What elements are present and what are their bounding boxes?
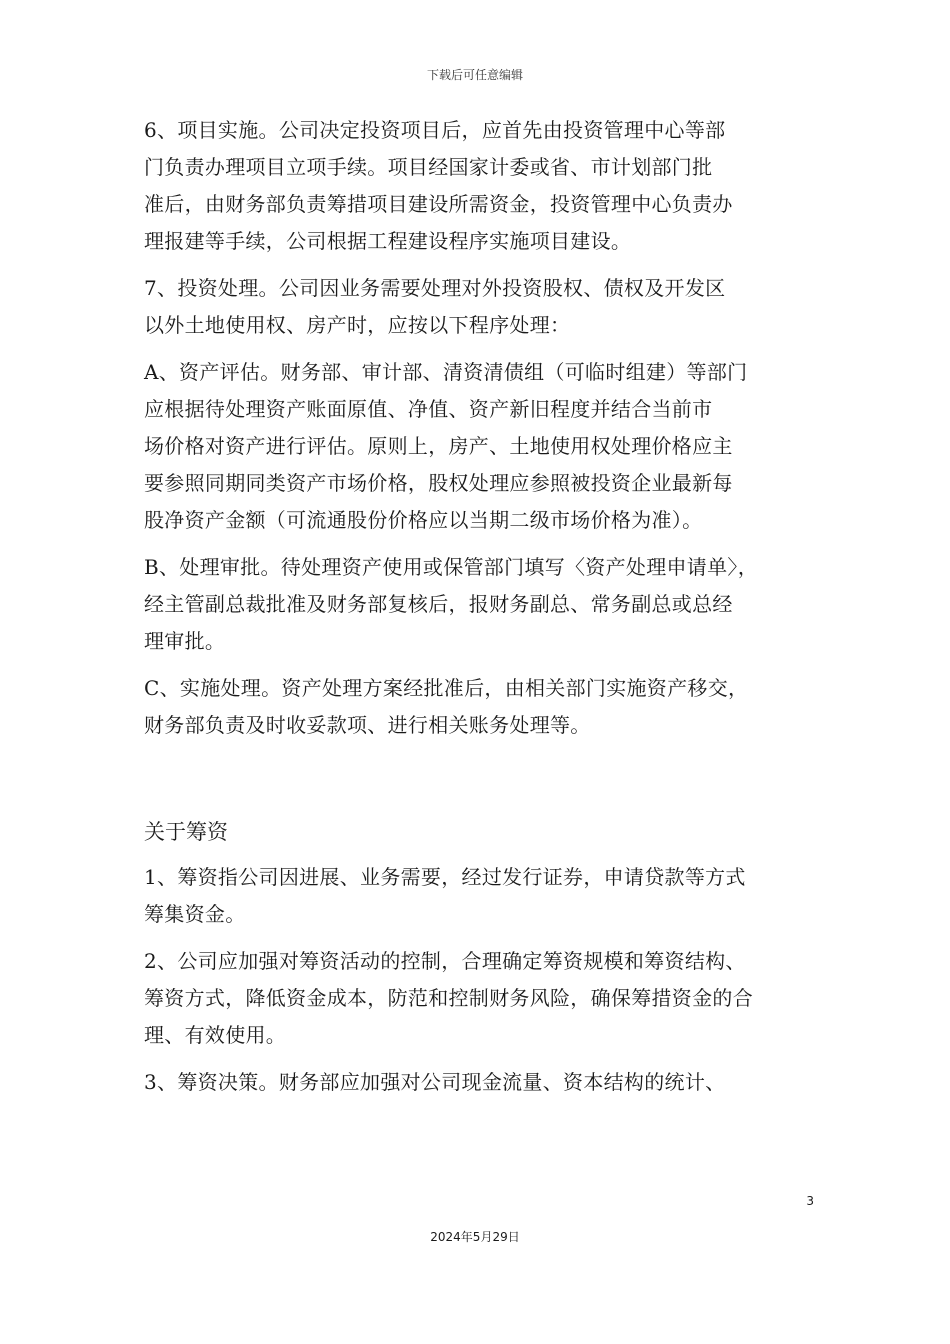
paragraph-line: 3、筹资决策。财务部应加强对公司现金流量、资本结构的统计、	[144, 1070, 726, 1094]
paragraph	[144, 1064, 814, 1101]
paragraph-line: 以外土地使用权、房产时，应按以下程序处理：	[144, 313, 571, 337]
paragraph-line: 1、筹资指公司因进展、业务需要，经过发行证券，申请贷款等方式	[144, 865, 746, 889]
paragraph-line: 理报建等手续，公司根据工程建设程序实施项目建设。	[144, 229, 632, 253]
paragraph-line: 股净资产金额（可流通股份价格应以当期二级市场价格为准）。	[144, 508, 703, 532]
section-heading: 关于筹资	[144, 820, 228, 844]
paragraph	[144, 859, 814, 933]
document-body	[144, 112, 814, 1111]
paragraph	[144, 354, 814, 539]
paragraph	[144, 943, 814, 1054]
paragraph-line: 理审批。	[144, 629, 226, 653]
paragraph-line: C、实施处理。资产处理方案经批准后，由相关部门实施资产移交，	[144, 676, 749, 700]
paragraph-line: 要参照同期同类资产市场价格，股权处理应参照被投资企业最新每	[144, 471, 733, 495]
paragraph	[144, 270, 814, 344]
paragraph-group-investment	[144, 112, 814, 744]
paragraph-line: 经主管副总裁批准及财务部复核后，报财务副总、常务副总或总经	[144, 592, 733, 616]
page-header: 下载后可任意编辑	[426, 68, 523, 82]
paragraph-line: 6、项目实施。公司决定投资项目后，应首先由投资管理中心等部	[144, 118, 726, 142]
paragraph-line: 筹集资金。	[144, 902, 246, 926]
paragraph	[144, 112, 814, 260]
paragraph-line: 应根据待处理资产账面原值、净值、资产新旧程度并结合当前市	[144, 397, 713, 421]
footer-date: 2024年5月29日	[430, 1230, 520, 1244]
page-number: 3	[806, 1194, 814, 1208]
paragraph-line: 理、有效使用。	[144, 1023, 287, 1047]
paragraph-line: 2、公司应加强对筹资活动的控制，合理确定筹资规模和筹资结构、	[144, 949, 746, 973]
paragraph-line: 准后，由财务部负责筹措项目建设所需资金，投资管理中心负责办	[144, 192, 733, 216]
paragraph	[144, 670, 814, 744]
paragraph-line: 财务部负责及时收妥款项、进行相关账务处理等。	[144, 713, 591, 737]
paragraph-line: 筹资方式，降低资金成本，防范和控制财务风险，确保筹措资金的合	[144, 986, 753, 1010]
paragraph-group-financing	[144, 859, 814, 1101]
paragraph-line: 7、投资处理。公司因业务需要处理对外投资股权、债权及开发区	[144, 276, 726, 300]
paragraph	[144, 549, 814, 660]
paragraph-line: A、资产评估。财务部、审计部、清资清债组（可临时组建）等部门	[144, 360, 748, 384]
paragraph-line: B、处理审批。待处理资产使用或保管部门填写〈资产处理申请单〉，	[144, 555, 758, 579]
paragraph-line: 门负责办理项目立项手续。项目经国家计委或省、市计划部门批	[144, 155, 713, 179]
paragraph-line: 场价格对资产进行评估。原则上，房产、土地使用权处理价格应主	[144, 434, 733, 458]
